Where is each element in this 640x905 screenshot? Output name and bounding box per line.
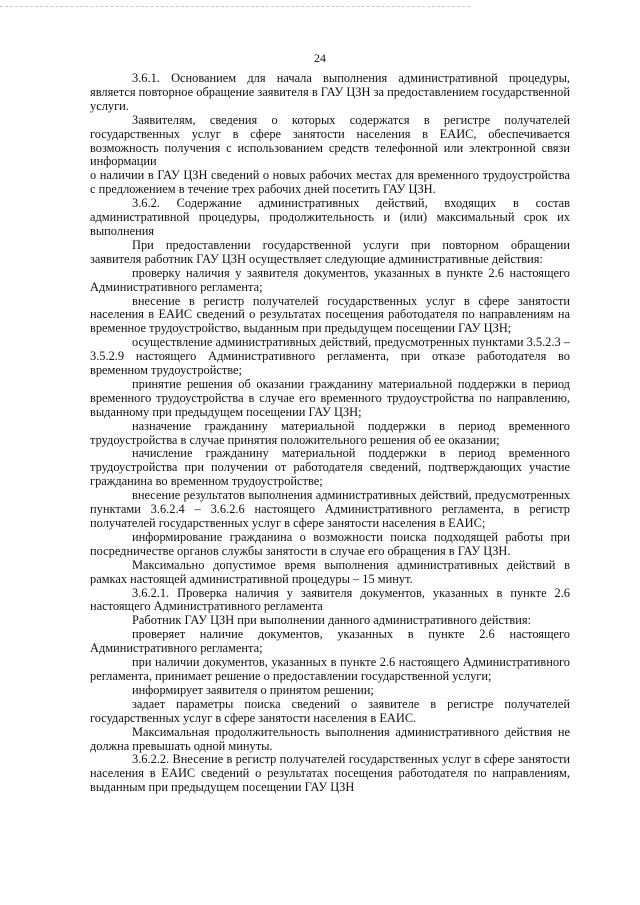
paragraph-max-duration-1min: Максимальная продолжительность выполнения административного действия не должна превышать одной минуты. [90, 724, 570, 753]
list-item-results-entry: внесение результатов выполнения административных действий, предусмотренных пунктами 3.6.2.4 – 3.6.2.6 настоящего Административного регламента, в регистр получателей государственных услуг в сфере занятости населения в ЕАИС; [90, 488, 570, 530]
list-item-check-documents: проверку наличия у заявителя документов, указанных в пункте 2.6 настоящего Административного регламента; [90, 265, 570, 294]
list-item-register-results: внесение в регистр получателей государственных услуг в сфере занятости населения в ЕАИС сведений о результатах посещения работодателя по направлениям на временное трудоустройство, выданным при предыдущем посещении ГАУ ЦЗН; [90, 293, 570, 336]
paragraph-3-6-2-2: 3.6.2.2. Внесение в регистр получателей государственных услуг в сфере занятости населения в ЕАИС сведений о результатах посещения работодателя по направлениям, выданным при предыдущем посещении ГАУ ЦЗН [90, 752, 570, 795]
list-item-search-params: задает параметры поиска сведений о заявителе в регистре получателей государственных услуг в сфере занятости населения в ЕАИС. [90, 696, 570, 725]
paragraph-max-time-15: Максимально допустимое время выполнения административных действий в рамках настоящей административной процедуры – 15 минут. [90, 557, 570, 586]
list-item-makes-decision: при наличии документов, указанных в пункте 2.6 настоящего Административного регламента, принимает решение о предоставлении государственной услуги; [90, 655, 570, 683]
paragraph-3-6-1: 3.6.1. Основанием для начала выполнения административной процедуры, является повторное обращение заявителя в ГАУ ЦЗН за предоставлением государственной услуги. [90, 71, 570, 113]
document-body [90, 72, 570, 795]
list-item-support-assignment: назначение гражданину материальной поддержки в период временного трудоустройства в случае принятия положительного решения об ее оказании; [90, 418, 570, 447]
page-number: 24 [314, 51, 326, 65]
list-item-job-search-info: информирование гражданина о возможности поиска подходящей работы при посредничестве органов службы занятости в случае его обращения в ГАУ ЦЗН. [90, 529, 570, 558]
paragraph-actions-intro: При предоставлении государственной услуги при повторном обращении заявителя работник ГАУ ЦЗН осуществляет следующие административные действия: [90, 237, 570, 266]
paragraph-worker-actions: Работник ГАУ ЦЗН при выполнении данного административного действия: [132, 613, 532, 628]
scan-artifact-line [0, 6, 470, 7]
list-item-refusal-actions: осуществление административных действий, предусмотренных пунктами 3.5.2.3 – 3.5.2.9 настоящего Административного регламента, при отказе работодателя во временном трудоустройстве; [90, 335, 570, 378]
list-item-informs-applicant: информирует заявителя о принятом решении; [132, 682, 374, 697]
list-item-checks-documents: проверяет наличие документов, указанных в пункте 2.6 настоящего Административного регламента; [90, 627, 570, 656]
paragraph-vacancies-info: о наличии в ГАУ ЦЗН сведений о новых рабочих местах для временного трудоустройства с предложением в течение трех рабочих дней посетить ГАУ ЦЗН. [90, 168, 570, 197]
list-item-support-decision: принятие решения об оказании гражданину материальной поддержки в период временного трудоустройства в случае его временного трудоустройства по направлению, выданному при предыдущем посещении ГАУ ЦЗН; [90, 376, 570, 419]
paragraph-3-6-2: 3.6.2. Содержание административных действий, входящих в состав административной процедуры, продолжительность и (или) максимальный срок их выполнения [90, 196, 570, 238]
paragraph-applicants-info: Заявителям, сведения о которых содержатся в регистре получателей государственных услуг в сфере занятости населения в ЕАИС, обеспечивается возможность получения с использованием средств телефонной или электронной связи информации [90, 112, 570, 169]
list-item-support-accrual: начисление гражданину материальной поддержки в период временного трудоустройства при получении от работодателя сведений, подтверждающих участие гражданина во временном трудоустройстве; [90, 446, 570, 489]
paragraph-3-6-2-1: 3.6.2.1. Проверка наличия у заявителя документов, указанных в пункте 2.6 настоящего Административного регламента [90, 585, 570, 614]
